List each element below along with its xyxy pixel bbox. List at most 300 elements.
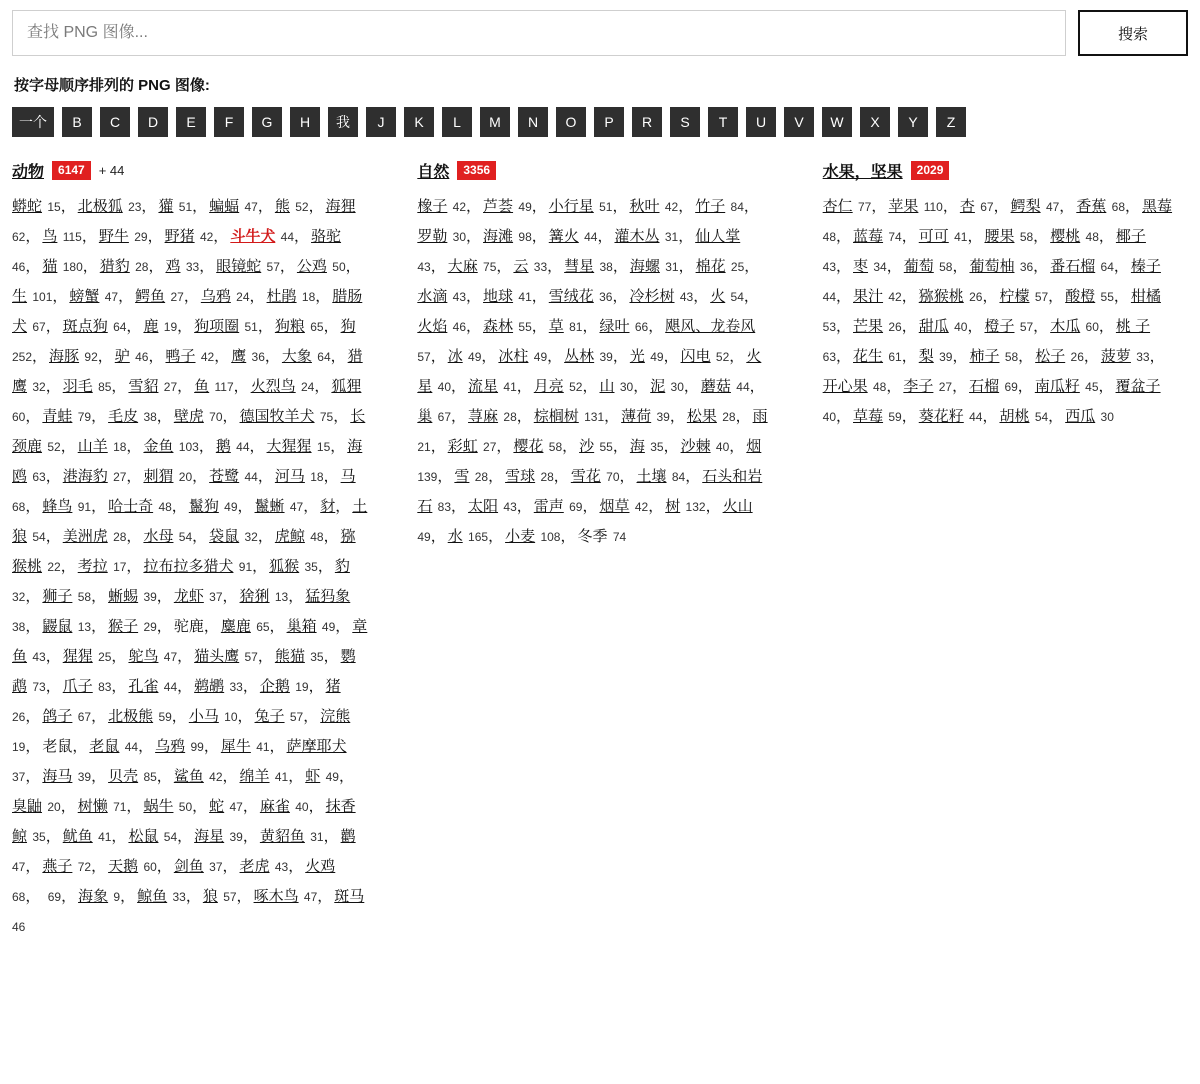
- term-link[interactable]: 泥: [650, 378, 666, 395]
- alpha-link-K[interactable]: K: [404, 107, 434, 137]
- term-link[interactable]: 海马: [42, 768, 73, 785]
- term-link[interactable]: 乌鸦: [155, 738, 186, 755]
- term-link[interactable]: 狮子: [42, 588, 73, 605]
- term-link[interactable]: 雷声: [533, 498, 564, 515]
- term-link[interactable]: 哈士奇: [108, 498, 154, 515]
- term-link[interactable]: 松鼠: [128, 828, 159, 845]
- term-link[interactable]: 眼镜蛇: [216, 258, 262, 275]
- term-link[interactable]: 孔雀: [128, 678, 159, 695]
- term-link[interactable]: 海星: [194, 828, 225, 845]
- term-link[interactable]: 腊肠犬: [12, 288, 363, 335]
- term-link[interactable]: 酸橙: [1065, 288, 1096, 305]
- term-link[interactable]: 山: [599, 378, 615, 395]
- term-count: 27: [109, 470, 127, 484]
- term-link[interactable]: 绿叶: [599, 318, 630, 335]
- term-count: 57: [1016, 320, 1034, 334]
- term-link[interactable]: 熊猫: [274, 648, 305, 665]
- term-list: [417, 192, 772, 552]
- term-link[interactable]: 蓝莓: [853, 228, 884, 245]
- term-separator: ，: [242, 828, 258, 845]
- alpha-link-O[interactable]: O: [556, 107, 586, 137]
- term-link[interactable]: 鳄鱼: [135, 288, 166, 305]
- term-link[interactable]: 德国牧羊犬: [239, 408, 315, 425]
- term-count: 19: [12, 740, 26, 754]
- term-link[interactable]: 火山: [722, 498, 753, 515]
- alpha-link-T[interactable]: T: [708, 107, 738, 137]
- term-link[interactable]: 公鸡: [296, 258, 327, 275]
- term-link[interactable]: 水母: [143, 528, 174, 545]
- term-link[interactable]: 螃蟹: [69, 288, 100, 305]
- term-link[interactable]: 巢: [417, 408, 433, 425]
- term-link[interactable]: 虎鲸: [274, 528, 305, 545]
- term-link[interactable]: 桃 子: [1115, 318, 1151, 335]
- term-link[interactable]: 豹: [334, 558, 350, 575]
- term-link[interactable]: 啄木鸟: [253, 888, 299, 905]
- term-link[interactable]: 菠萝: [1100, 348, 1131, 365]
- term-link[interactable]: 开心果: [822, 378, 868, 395]
- term-link[interactable]: 柠檬: [999, 288, 1030, 305]
- term-link[interactable]: 老鼠: [89, 738, 120, 755]
- term-link[interactable]: 鬣蜥: [254, 498, 285, 515]
- term-link[interactable]: 石榴: [969, 378, 1000, 395]
- term-link[interactable]: 燕子: [42, 858, 73, 875]
- term-count: 49: [515, 200, 532, 214]
- term-link[interactable]: 柿子: [969, 348, 1000, 365]
- term-link[interactable]: 烟草: [599, 498, 630, 515]
- term-link[interactable]: 榛子: [1130, 258, 1161, 275]
- alpha-link-我[interactable]: 我: [328, 107, 358, 137]
- search-input[interactable]: [12, 10, 1066, 56]
- term-link[interactable]: 斗牛犬: [230, 228, 276, 245]
- term-link[interactable]: 火鸡: [305, 858, 336, 875]
- term-link[interactable]: 树懒: [77, 798, 108, 815]
- term-link[interactable]: 北极狐: [77, 198, 123, 215]
- term-link[interactable]: 鸭子: [165, 348, 196, 365]
- term-link[interactable]: 松子: [1035, 348, 1066, 365]
- term-link[interactable]: 杏仁: [822, 198, 853, 215]
- term-link[interactable]: 香蕉: [1076, 198, 1107, 215]
- term-link[interactable]: 李子: [903, 378, 934, 395]
- term-link[interactable]: 苍鹭: [209, 468, 240, 485]
- term-count: 131: [580, 410, 605, 424]
- term-link[interactable]: 鳄梨: [1010, 198, 1041, 215]
- term-link[interactable]: 太阳: [468, 498, 499, 515]
- term-link[interactable]: 壁虎: [173, 408, 204, 425]
- term-link[interactable]: 猎豹: [99, 258, 130, 275]
- alpha-link-S[interactable]: S: [670, 107, 700, 137]
- term-count: 58: [1001, 350, 1019, 364]
- term-separator: ，: [32, 348, 48, 365]
- alpha-link-M[interactable]: M: [480, 107, 510, 137]
- search-button[interactable]: 搜索: [1078, 10, 1188, 56]
- term-link[interactable]: 麻雀: [259, 798, 290, 815]
- term-link[interactable]: 丛林: [564, 348, 595, 365]
- term-link[interactable]: 芦荟: [483, 198, 514, 215]
- term-link[interactable]: 杏: [959, 198, 975, 215]
- alpha-link-一个[interactable]: 一个: [12, 107, 54, 137]
- term-link[interactable]: 椰子: [1115, 228, 1146, 245]
- term-link[interactable]: 胡桃: [999, 408, 1030, 425]
- term-link[interactable]: 木瓜: [1050, 318, 1081, 335]
- term-separator: ，: [982, 408, 998, 425]
- term-link[interactable]: 考拉: [77, 558, 108, 575]
- term-link[interactable]: 芒果: [853, 318, 884, 335]
- term-link[interactable]: 烟: [746, 438, 762, 455]
- term-link[interactable]: 彩虹: [447, 438, 478, 455]
- term-link[interactable]: 土狼: [12, 498, 368, 545]
- term-link[interactable]: 火星: [417, 348, 762, 395]
- term-link[interactable]: 爪子: [62, 678, 93, 695]
- alpha-link-X[interactable]: X: [860, 107, 890, 137]
- term-separator: ，: [451, 498, 467, 515]
- term-count: 27: [479, 440, 497, 454]
- term-link[interactable]: 企鹅: [259, 678, 290, 695]
- term-link[interactable]: 鲸鱼: [137, 888, 168, 905]
- term-link[interactable]: 鹈鹕: [194, 678, 225, 695]
- term-count: 55: [596, 440, 613, 454]
- term-link[interactable]: 美洲虎: [62, 528, 108, 545]
- term-link[interactable]: 猫头鹰: [194, 648, 240, 665]
- term-link[interactable]: 火烈鸟: [250, 378, 296, 395]
- term-link[interactable]: 南瓜籽: [1034, 378, 1080, 395]
- term-link[interactable]: 狐狸: [331, 378, 362, 395]
- term-separator: ，: [249, 438, 265, 455]
- term-count: 48: [869, 380, 887, 394]
- term-link[interactable]: 黄貂鱼: [259, 828, 305, 845]
- term-link[interactable]: 鱼: [194, 378, 210, 395]
- term-link[interactable]: 罗勒: [417, 228, 448, 245]
- term-link[interactable]: 虾: [305, 768, 321, 785]
- alpha-link-F[interactable]: F: [214, 107, 244, 137]
- term-link[interactable]: 拉布拉多猎犬: [143, 558, 234, 575]
- term-link[interactable]: 秋叶: [629, 198, 660, 215]
- term-link[interactable]: 海象: [78, 888, 109, 905]
- term-link[interactable]: 鹿: [143, 318, 159, 335]
- alpha-link-N[interactable]: N: [518, 107, 548, 137]
- term-link[interactable]: 雪花: [570, 468, 601, 485]
- term-link[interactable]: 雪貂: [128, 378, 159, 395]
- term-link[interactable]: 蜂鸟: [42, 498, 73, 515]
- term-link[interactable]: 猩猩: [62, 648, 93, 665]
- term-link[interactable]: 可可: [918, 228, 949, 245]
- term-separator: ，: [547, 348, 563, 365]
- term-link[interactable]: 豺: [320, 498, 336, 515]
- alpha-link-G[interactable]: G: [252, 107, 282, 137]
- term-link[interactable]: 袋鼠: [209, 528, 240, 545]
- term-link[interactable]: 猕猴桃: [12, 528, 356, 575]
- alpha-link-E[interactable]: E: [176, 107, 206, 137]
- term-link[interactable]: 山羊: [77, 438, 108, 455]
- term-count: 42: [661, 200, 679, 214]
- term-link[interactable]: 竹子: [695, 198, 726, 215]
- term-link[interactable]: 樱花: [513, 438, 544, 455]
- term-link[interactable]: 大象: [281, 348, 312, 365]
- term-link[interactable]: 驴: [114, 348, 130, 365]
- term-link[interactable]: 梨: [918, 348, 934, 365]
- alpha-link-H[interactable]: H: [290, 107, 320, 137]
- term-count: 36: [248, 350, 265, 364]
- term-link[interactable]: 仙人掌: [695, 228, 741, 245]
- term-separator: ，: [1033, 228, 1049, 245]
- alpha-link-J[interactable]: J: [366, 107, 396, 137]
- term-link[interactable]: 萨摩耶犬: [286, 738, 347, 755]
- alpha-link-D[interactable]: D: [138, 107, 168, 137]
- term-link[interactable]: 月亮: [533, 378, 564, 395]
- term-link[interactable]: 灌木丛: [614, 228, 660, 245]
- term-link[interactable]: 狗: [340, 318, 356, 335]
- term-link[interactable]: 橙子: [984, 318, 1015, 335]
- term-link[interactable]: 鸽子: [42, 708, 73, 725]
- term-link[interactable]: 鱿鱼: [62, 828, 93, 845]
- term-separator: ，: [612, 348, 628, 365]
- term-link[interactable]: 树: [665, 498, 681, 515]
- term-separator: ，: [683, 378, 699, 395]
- term-link[interactable]: 臭鼬: [12, 798, 43, 815]
- term-link[interactable]: 猎鹰: [12, 348, 363, 395]
- term-separator: ，: [288, 588, 304, 605]
- term-link[interactable]: 西瓜: [1065, 408, 1096, 425]
- term-link[interactable]: 冷杉树: [629, 288, 675, 305]
- term-link[interactable]: 大猩猩: [266, 438, 312, 455]
- term-link[interactable]: 麋鹿: [220, 618, 251, 635]
- term-link[interactable]: 河马: [274, 468, 305, 485]
- term-link[interactable]: 葵花籽: [918, 408, 964, 425]
- term-link[interactable]: 野猪: [164, 228, 195, 245]
- term-link[interactable]: 贝壳: [108, 768, 139, 785]
- term-link[interactable]: 黑莓: [1142, 198, 1173, 215]
- term-link[interactable]: 鹳: [340, 828, 356, 845]
- term-link[interactable]: 青蛙: [42, 408, 73, 425]
- term-link[interactable]: 葡萄柚: [969, 258, 1015, 275]
- term-link[interactable]: 腰果: [984, 228, 1015, 245]
- alpha-link-V[interactable]: V: [784, 107, 814, 137]
- term-link[interactable]: 松果: [686, 408, 717, 425]
- category-link[interactable]: 自然: [417, 164, 450, 181]
- term-link[interactable]: 浣熊: [320, 708, 351, 725]
- term-link[interactable]: 狗项圈: [194, 318, 240, 335]
- term-link[interactable]: 鼹鼠: [42, 618, 73, 635]
- term-link[interactable]: 抹香鲸: [12, 798, 356, 845]
- term-separator: ，: [1098, 378, 1114, 395]
- term-link[interactable]: 鹰: [231, 348, 247, 365]
- term-link[interactable]: 北极熊: [108, 708, 154, 725]
- alpha-link-Z[interactable]: Z: [936, 107, 966, 137]
- term-separator: ，: [451, 408, 467, 425]
- term-count: 58: [545, 440, 563, 454]
- term-count: 47: [286, 500, 304, 514]
- term-link[interactable]: 鲨鱼: [173, 768, 204, 785]
- term-link[interactable]: 森林: [483, 318, 514, 335]
- term-count: 47: [12, 860, 26, 874]
- term-link[interactable]: 枣: [853, 258, 869, 275]
- term-link[interactable]: 柑橘: [1130, 288, 1161, 305]
- term-link[interactable]: 猕猴桃: [918, 288, 964, 305]
- term-link[interactable]: 飓风、龙卷风: [665, 318, 756, 335]
- term-link[interactable]: 乌鸦: [200, 288, 231, 305]
- term-link[interactable]: 覆盆子: [1115, 378, 1161, 395]
- term-link[interactable]: 海豚: [49, 348, 80, 365]
- term-count: 38: [140, 410, 157, 424]
- term-link[interactable]: 猪: [325, 678, 341, 695]
- term-link[interactable]: 流星: [468, 378, 499, 395]
- term-link[interactable]: 小行星: [548, 198, 594, 215]
- term-link[interactable]: 生: [12, 288, 28, 305]
- term-link[interactable]: 羽毛: [62, 378, 93, 395]
- term-link[interactable]: 沙棘: [680, 438, 711, 455]
- term-link[interactable]: 冰柱: [498, 348, 529, 365]
- term-link[interactable]: 龙虾: [173, 588, 204, 605]
- term-link[interactable]: 苹果: [888, 198, 919, 215]
- term-link[interactable]: 猫: [42, 258, 58, 275]
- term-link[interactable]: 狼: [202, 888, 218, 905]
- term-link[interactable]: 棉花: [695, 258, 726, 275]
- alphabet-nav: [12, 107, 1188, 137]
- term-link[interactable]: 蛇: [209, 798, 225, 815]
- term-link[interactable]: 冰: [447, 348, 463, 365]
- term-link[interactable]: 荨麻: [468, 408, 499, 425]
- alpha-link-L[interactable]: L: [442, 107, 472, 137]
- term-separator: ，: [967, 318, 983, 335]
- term-link[interactable]: 毛皮: [108, 408, 139, 425]
- term-count: 98: [515, 230, 532, 244]
- term-link[interactable]: 橡子: [417, 198, 448, 215]
- term-count: 60: [140, 860, 157, 874]
- term-link[interactable]: 海: [629, 438, 645, 455]
- term-link[interactable]: 杜鹃: [266, 288, 297, 305]
- term-link[interactable]: 章鱼: [12, 618, 368, 665]
- term-link[interactable]: 鬣狗: [188, 498, 219, 515]
- term-separator: ，: [901, 348, 917, 365]
- term-separator: ，: [25, 858, 41, 875]
- term-link[interactable]: 斑马: [334, 888, 365, 905]
- term-link[interactable]: 番石榴: [1050, 258, 1096, 275]
- term-count: 43: [449, 290, 467, 304]
- term-count: 28: [500, 410, 517, 424]
- alpha-link-W[interactable]: W: [822, 107, 852, 137]
- term-separator: ，: [222, 588, 238, 605]
- term-link[interactable]: 甜瓜: [918, 318, 949, 335]
- term-link[interactable]: 长颈鹿: [12, 408, 366, 455]
- term-link[interactable]: 火: [710, 288, 726, 305]
- term-link[interactable]: 海狸: [325, 198, 356, 215]
- term-link[interactable]: 海鸥: [12, 438, 363, 485]
- alpha-link-B[interactable]: B: [62, 107, 92, 137]
- term-link[interactable]: 狗粮: [274, 318, 305, 335]
- term-link[interactable]: 金鱼: [143, 438, 174, 455]
- term-link[interactable]: 棕榈树: [533, 408, 579, 425]
- term-link[interactable]: 鹦鹉: [12, 648, 356, 695]
- term-link[interactable]: 狐猴: [269, 558, 300, 575]
- term-link[interactable]: 绵羊: [239, 768, 270, 785]
- term-link[interactable]: 蝙蝠: [209, 198, 240, 215]
- term-link[interactable]: 石头和岩石: [417, 468, 763, 515]
- term-link[interactable]: 剑鱼: [173, 858, 204, 875]
- term-link[interactable]: 草: [548, 318, 564, 335]
- term-link[interactable]: 蟒蛇: [12, 198, 43, 215]
- term-link[interactable]: 兔子: [254, 708, 285, 725]
- term-link[interactable]: 鸡: [165, 258, 181, 275]
- term-link[interactable]: 果汁: [853, 288, 884, 305]
- term-link[interactable]: 鸟: [42, 228, 58, 245]
- term-link[interactable]: 闪电: [680, 348, 711, 365]
- term-link[interactable]: 土壤: [636, 468, 667, 485]
- term-count: 26: [1067, 350, 1084, 364]
- term-link[interactable]: 巢箱: [286, 618, 317, 635]
- term-link[interactable]: 火焰: [417, 318, 448, 335]
- term-link[interactable]: 小马: [188, 708, 219, 725]
- term-link[interactable]: 港海豹: [62, 468, 108, 485]
- term-link[interactable]: 斑点狗: [62, 318, 108, 335]
- term-link[interactable]: 云: [513, 258, 529, 275]
- term-separator: ，: [335, 618, 351, 635]
- term-link[interactable]: 鹅: [215, 438, 231, 455]
- alpha-link-C[interactable]: C: [100, 107, 130, 137]
- term-link[interactable]: 蜗牛: [143, 798, 174, 815]
- term-link[interactable]: 蜥蜴: [108, 588, 139, 605]
- term-count: 47: [160, 650, 178, 664]
- term-link[interactable]: 地球: [483, 288, 514, 305]
- term-link[interactable]: 樱桃: [1050, 228, 1081, 245]
- term-link[interactable]: 天鹅: [108, 858, 139, 875]
- term-separator: ，: [562, 438, 578, 455]
- term-link[interactable]: 蘑菇: [700, 378, 731, 395]
- category-link[interactable]: 水果，坚果: [822, 164, 903, 181]
- term-count: 18: [298, 290, 316, 304]
- term-count: 44: [232, 440, 250, 454]
- term-link[interactable]: 犀牛: [220, 738, 251, 755]
- term-link[interactable]: 野牛: [98, 228, 129, 245]
- term-link[interactable]: 马: [340, 468, 356, 485]
- term-link[interactable]: 刺猬: [143, 468, 174, 485]
- term-link[interactable]: 猴子: [108, 618, 139, 635]
- term-link[interactable]: 篝火: [548, 228, 579, 245]
- term-link[interactable]: 雪: [454, 468, 470, 485]
- term-link[interactable]: 猛犸象: [305, 588, 351, 605]
- term-link[interactable]: 獾: [158, 198, 174, 215]
- term-link[interactable]: 小麦: [505, 528, 536, 545]
- category-link[interactable]: 动物: [12, 164, 45, 181]
- alpha-link-P[interactable]: P: [594, 107, 624, 137]
- term-link[interactable]: 熊: [274, 198, 290, 215]
- alpha-link-R[interactable]: R: [632, 107, 662, 137]
- term-link[interactable]: 葡萄: [903, 258, 934, 275]
- term-link[interactable]: 雪球: [505, 468, 536, 485]
- term-link[interactable]: 水: [447, 528, 463, 545]
- term-link[interactable]: 薄荷: [621, 408, 652, 425]
- term-link[interactable]: 草莓: [853, 408, 884, 425]
- term-link[interactable]: 光: [629, 348, 645, 365]
- term-count: 41: [94, 830, 112, 844]
- term-count: 51: [241, 320, 258, 334]
- term-link[interactable]: 雪绒花: [548, 288, 594, 305]
- alpha-link-Y[interactable]: Y: [898, 107, 928, 137]
- term-link[interactable]: 猞猁: [239, 588, 270, 605]
- term-link[interactable]: 海滩: [483, 228, 514, 245]
- term-link[interactable]: 沙: [579, 438, 595, 455]
- alpha-link-U[interactable]: U: [746, 107, 776, 137]
- term-link[interactable]: 老虎: [239, 858, 270, 875]
- term-link[interactable]: 大麻: [447, 258, 478, 275]
- term-link[interactable]: 雨: [752, 408, 768, 425]
- term-count: 40: [822, 410, 837, 424]
- term-link[interactable]: 花生: [853, 348, 884, 365]
- term-link[interactable]: 彗星: [564, 258, 595, 275]
- term-link[interactable]: 海螺: [629, 258, 660, 275]
- term-link[interactable]: 水滴: [417, 288, 448, 305]
- term-count: 62: [12, 230, 26, 244]
- term-link[interactable]: 骆驼: [311, 228, 342, 245]
- term-link[interactable]: 鸵鸟: [128, 648, 159, 665]
